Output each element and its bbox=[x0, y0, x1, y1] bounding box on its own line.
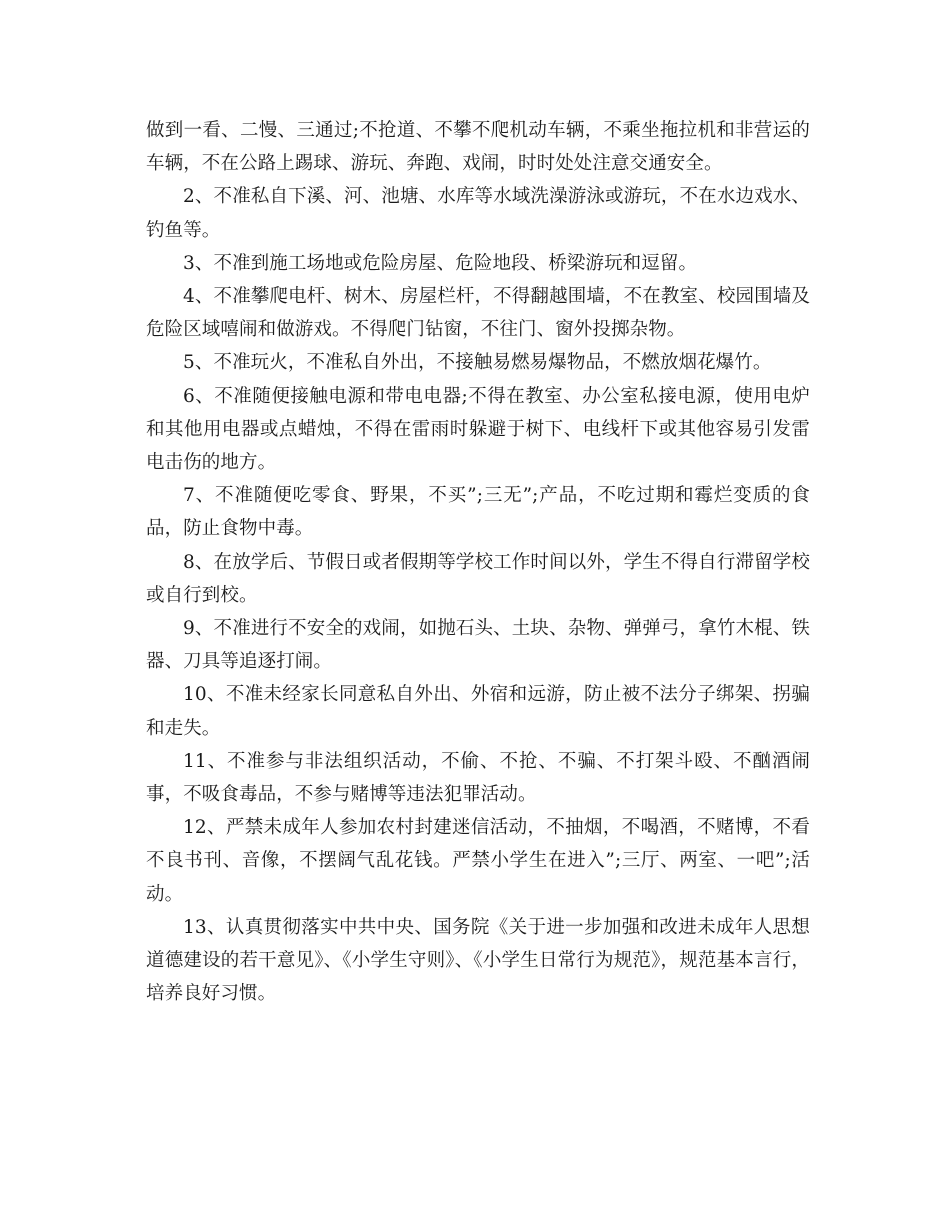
document-body bbox=[146, 114, 810, 1010]
paragraph-rule-9: 9、不准进行不安全的戏闹，如抛石头、土块、杂物、弹弹弓，拿竹木棍、铁器、刀具等追逐打闹。 bbox=[146, 618, 810, 673]
paragraph-rule-12: 12、严禁未成年人参加农村封建迷信活动，不抽烟，不喝酒，不赌博，不看不良书刊、音像，不摆阔气乱花钱。严禁小学生在进入”;三厅、两室、一吧”;活动。 bbox=[146, 817, 810, 905]
paragraph-rule-10: 10、不准未经家长同意私自外出、外宿和远游，防止被不法分子绑架、拐骗和走失。 bbox=[146, 684, 810, 739]
paragraph-rule-5: 5、不准玩火，不准私自外出，不接触易燃易爆物品，不燃放烟花爆竹。 bbox=[183, 352, 772, 374]
paragraph-rule-3: 3、不准到施工场地或危险房屋、危险地段、桥梁游玩和逗留。 bbox=[183, 252, 698, 274]
paragraph-rule-13: 13、认真贯彻落实中共中央、国务院《关于进一步加强和改进未成年人思想道德建设的若干意见》、《小学生守则》、《小学生日常行为规范》，规范基本言行，培养良好习惯。 bbox=[146, 916, 810, 1005]
paragraph-rule-8: 8、在放学后、节假日或者假期等学校工作时间以外，学生不得自行滞留学校或自行到校。 bbox=[146, 551, 810, 606]
paragraph-rule-6: 6、不准随便接触电源和带电电器;不得在教室、办公室私接电源，使用电炉和其他用电器或点蜡烛，不得在雷雨时躲避于树下、电线杆下或其他容易引发雷电击伤的地方。 bbox=[146, 385, 810, 474]
paragraph-rule-7: 7、不准随便吃零食、野果，不买”;三无”;产品，不吃过期和霉烂变质的食品，防止食物中毒。 bbox=[146, 485, 810, 540]
paragraph-rule-4: 4、不准攀爬电杆、树木、房屋栏杆，不得翻越围墙，不在教室、校园围墙及危险区域嘻闹和做游戏。不得爬门钻窗，不往门、窗外投掷杂物。 bbox=[146, 286, 810, 341]
paragraph-rule-2: 2、不准私自下溪、河、池塘、水库等水域洗澡游泳或游玩，不在水边戏水、钓鱼等。 bbox=[146, 186, 810, 241]
paragraph-continuation: 做到一看、二慢、三通过;不抢道、不攀不爬机动车辆，不乘坐拖拉机和非营运的车辆，不在公路上踢球、游玩、奔跑、戏闹，时时处处注意交通安全。 bbox=[146, 120, 810, 175]
paragraph-rule-11: 11、不准参与非法组织活动，不偷、不抢、不骗、不打架斗殴、不酗酒闹事，不吸食毒品，不参与赌博等违法犯罪活动。 bbox=[146, 750, 810, 806]
